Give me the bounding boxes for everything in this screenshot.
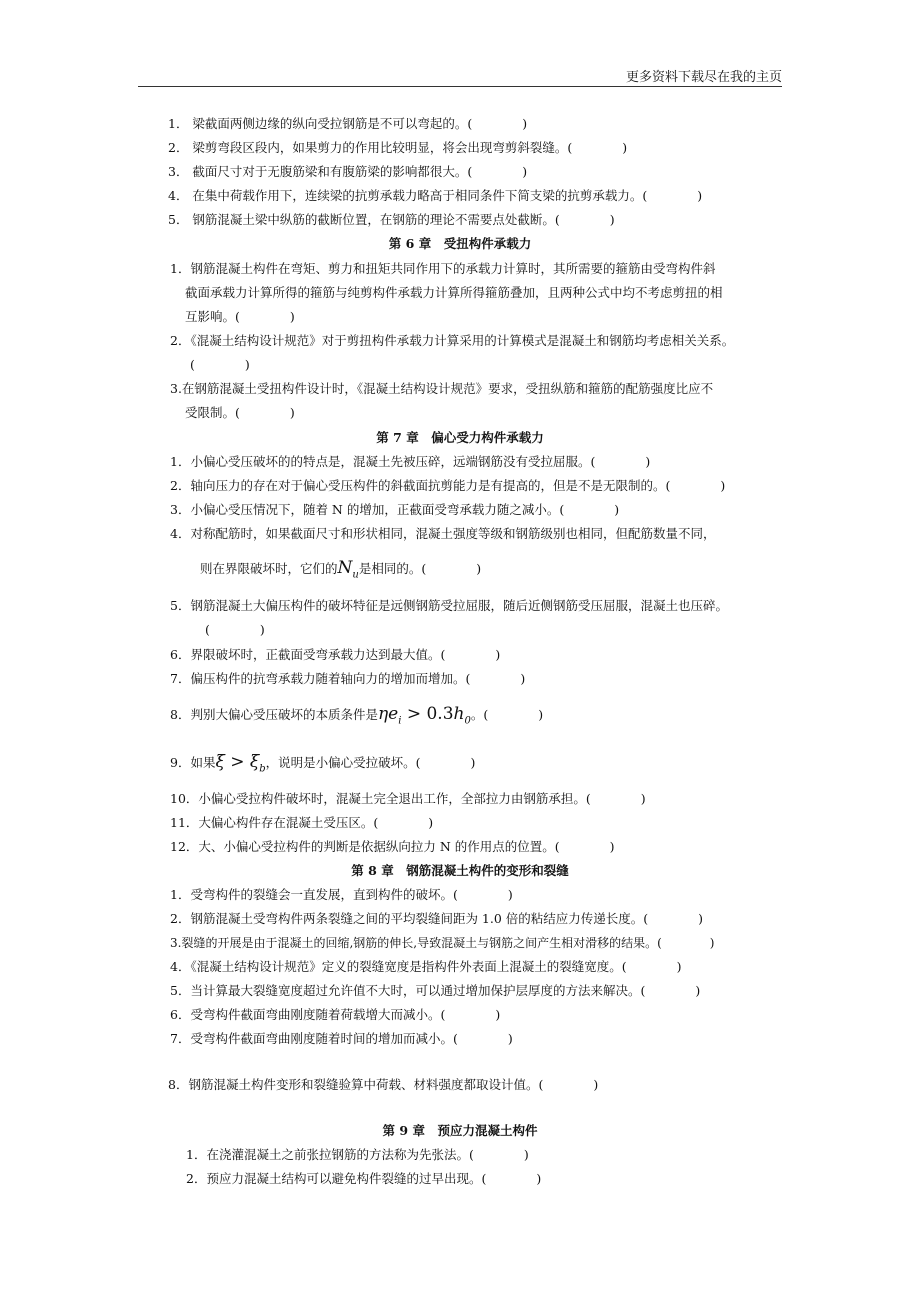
text: 是相同的。( ) xyxy=(358,561,482,576)
list-item xyxy=(170,706,543,729)
list-item: 3． 截面尺寸对于无腹筋梁和有腹筋梁的影响都很大。( ) xyxy=(168,164,528,179)
list-item: 1．钢筋混凝土构件在弯矩、剪力和扭矩共同作用下的承载力计算时，其所需要的箍筋由受弯构件斜 xyxy=(170,261,716,276)
list-item: 8．钢筋混凝土构件变形和裂缝验算中荷载、材料强度都取设计值。( ) xyxy=(168,1077,599,1092)
list-item: 5．当计算最大裂缝宽度超过允许值不大时，可以通过增加保护层厚度的方法来解决。( ) xyxy=(170,983,701,998)
list-item: 2．《混凝土结构设计规范》对于剪扭构件承载力计算采用的计算模式是混凝土和钢筋均考虑相关关系。 xyxy=(170,333,735,348)
text: 则在界限破坏时，它们的 xyxy=(200,561,338,576)
list-item: 3.裂缝的开展是由于混凝土的回缩,钢筋的伸长,导致混凝土与钢筋之间产生相对滑移的结果。( ) xyxy=(170,936,715,950)
list-item: 4．《混凝土结构设计规范》定义的裂缝宽度是指构件外表面上混凝土的裂缝宽度。( ) xyxy=(170,959,682,974)
text: 。( ) xyxy=(470,707,544,722)
list-item: 4．对称配筋时，如果截面尺寸和形状相同，混凝土强度等级和钢筋级别也相同，但配筋数量不同， xyxy=(170,526,716,541)
list-item: 1．小偏心受压破坏的的特点是，混凝土先被压碎，远端钢筋没有受拉屈服。( ) xyxy=(170,454,651,469)
list-item: 7．偏压构件的抗弯承载力随着轴向力的增加而增加。( ) xyxy=(170,671,526,686)
list-item-continuation: ( ) xyxy=(205,622,265,637)
list-item-continuation: 互影响。( ) xyxy=(185,309,295,324)
list-item: 10．小偏心受拉构件破坏时，混凝土完全退出工作，全部拉力由钢筋承担。( ) xyxy=(170,791,646,806)
text: ，说明是小偏心受拉破坏。( ) xyxy=(265,755,476,770)
list-item-continuation: 受限制。( ) xyxy=(185,405,295,420)
formula-Nu: $N_u$ xyxy=(337,558,359,581)
list-item: 1．受弯构件的裂缝会一直发展，直到构件的破坏。( ) xyxy=(170,887,513,902)
list-item: 3．小偏心受压情况下，随着 N 的增加，正截面受弯承载力随之减小。( ) xyxy=(170,502,620,517)
list-item: 2．钢筋混凝土受弯构件两条裂缝之间的平均裂缝间距为 1.0 倍的粘结应力传递长度。( ) xyxy=(170,911,704,926)
list-item: 11．大偏心构件存在混凝土受压区。( ) xyxy=(170,815,434,830)
page-header-text: 更多资料下载尽在我的主页 xyxy=(625,70,782,85)
formula-eta-ei: $\eta e_i > 0.3h_0$ xyxy=(377,704,471,727)
chapter-9-title: 第 9 章 预应力混凝土构件 xyxy=(382,1123,538,1138)
list-item: 7．受弯构件截面弯曲刚度随着时间的增加而减小。( ) xyxy=(170,1031,513,1046)
text: 9．如果 xyxy=(170,755,216,770)
list-item: 3.在钢筋混凝土受扭构件设计时，《混凝土结构设计规范》要求，受扭纵筋和箍筋的配筋强度比应不 xyxy=(170,381,714,396)
list-item: 2．轴向压力的存在对于偏心受压构件的斜截面抗剪能力是有提高的，但是不是无限制的。( ) xyxy=(170,478,726,493)
chapter-6-title: 第 6 章 受扭构件承载力 xyxy=(388,236,532,251)
list-item-continuation xyxy=(200,560,481,583)
list-item-continuation: 截面承载力计算所得的箍筋与纯剪构件承载力计算所得箍筋叠加，且两种公式中均不考虑剪扭的相 xyxy=(185,285,723,300)
chapter-7-title: 第 7 章 偏心受力构件承载力 xyxy=(376,430,544,445)
list-item: 5． 钢筋混凝土梁中纵筋的截断位置，在钢筋的理论不需要点处截断。( ) xyxy=(168,212,615,227)
list-item: 2． 梁剪弯段区段内，如果剪力的作用比较明显，将会出现弯剪斜裂缝。( ) xyxy=(168,140,628,155)
list-item: 6．界限破坏时，正截面受弯承载力达到最大值。( ) xyxy=(170,647,501,662)
list-item: 5．钢筋混凝土大偏压构件的破坏特征是远侧钢筋受拉屈服，随后近侧钢筋受压屈服，混凝土也压碎。 xyxy=(170,598,728,613)
list-item: 2．预应力混凝土结构可以避免构件裂缝的过早出现。( ) xyxy=(186,1171,542,1186)
header-rule xyxy=(138,86,782,87)
list-item: 1．在浇灌混凝土之前张拉钢筋的方法称为先张法。( ) xyxy=(186,1147,529,1162)
list-item: 6．受弯构件截面弯曲刚度随着荷载增大而减小。( ) xyxy=(170,1007,501,1022)
list-item xyxy=(170,754,475,777)
list-item-continuation: ( ) xyxy=(190,357,250,372)
text: 8．判别大偏心受压破坏的本质条件是 xyxy=(170,707,378,722)
chapter-8-title: 第 8 章 钢筋混凝土构件的变形和裂缝 xyxy=(351,863,569,878)
list-item: 4． 在集中荷载作用下，连续梁的抗剪承载力略高于相同条件下简支梁的抗剪承载力。( ) xyxy=(168,188,703,203)
list-item: 12．大、小偏心受拉构件的判断是依据纵向拉力 N 的作用点的位置。( ) xyxy=(170,839,615,854)
formula-xi: $\xi > \xi_b$ xyxy=(215,752,266,775)
list-item: 1． 梁截面两侧边缘的纵向受拉钢筋是不可以弯起的。( ) xyxy=(168,116,528,131)
